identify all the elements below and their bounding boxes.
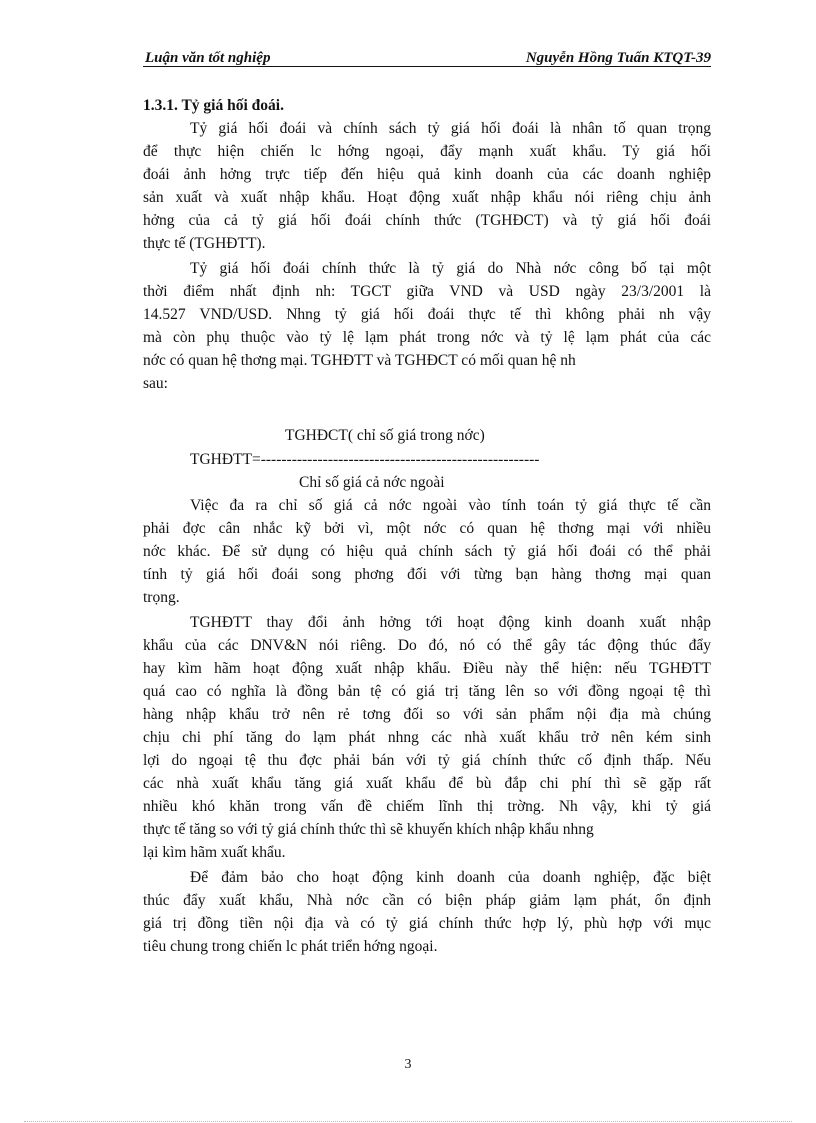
- p4-line: khẩu của các DNV&N nói riêng. Do đó, nó có thể gây tác động thúc đẩy: [143, 637, 711, 654]
- p5-line: tiêu chung trong chiến lc phát triển hớng ngoại.: [143, 938, 438, 955]
- header-thesis-label: Luận văn tốt nghiệp: [145, 50, 271, 66]
- section-heading: 1.3.1. Tỷ giá hối đoái.: [143, 97, 284, 114]
- p4-line: các nhà xuất khẩu tăng giá xuất khẩu để bù đắp chi phí thì sẽ gặp rất: [143, 775, 711, 792]
- p2-line: Tỷ giá hối đoái chính thức là tỷ giá do Nhà nớc công bố tại một: [190, 260, 711, 277]
- p4-line: hàng nhập khẩu trở nên rẻ tơng đối so với sản phẩm nội địa mà chúng: [143, 706, 711, 723]
- p1-line: đoái ảnh hởng trực tiếp đến hiệu quả kinh doanh của các doanh nghiệp: [143, 166, 711, 183]
- p1-line: để thực hiện chiến lc hớng ngoại, đẩy mạnh xuất khẩu. Tỷ giá hối: [143, 143, 711, 160]
- p2-line: thời điểm nhất định nh: TGCT giữa VND và USD ngày 23/3/2001 là: [143, 283, 711, 300]
- p2-line: sau:: [143, 375, 168, 392]
- p3-line: tính tỷ giá hối đoái song phơng đối với từng bạn hàng thơng mại quan: [143, 566, 711, 583]
- p4-line: TGHĐTT thay đổi ảnh hởng tới hoạt động kinh doanh xuất nhập: [190, 614, 711, 631]
- p5-line: thúc đẩy xuất khẩu, Nhà nớc cần có biện pháp giảm lạm phát, ổn định: [143, 892, 711, 909]
- p5-line: Để đảm bảo cho hoạt động kinh doanh của doanh nghiệp, đặc biệt: [190, 869, 711, 886]
- p1-line: thực tế (TGHĐTT).: [143, 235, 266, 252]
- p3-line: trọng.: [143, 589, 180, 606]
- p3-line: Việc đa ra chỉ số giá cả nớc ngoài vào tính toán tỷ giá thực tế cần: [190, 497, 711, 514]
- p2-line: mà còn phụ thuộc vào tỷ lệ lạm phát trong nớc và tỷ lệ lạm phát của các: [143, 329, 711, 346]
- p4-line: lợi do ngoại tệ thu đợc phải bán với tỷ giá chính thức cố định thấp. Nếu: [143, 752, 711, 769]
- p4-line: lại kìm hãm xuất khẩu.: [143, 844, 286, 861]
- formula-denominator: Chỉ số giá cả nớc ngoài: [299, 474, 445, 491]
- p1-line: Tỷ giá hối đoái và chính sách tỷ giá hối đoái là nhân tố quan trọng: [190, 120, 711, 137]
- formula-lhs: TGHĐTT=------------------------------------------------------: [190, 451, 540, 468]
- footer-divider: [24, 1121, 792, 1122]
- header-author: Nguyễn Hồng Tuấn KTQT-39: [525, 50, 711, 66]
- p2-line: 14.527 VND/USD. Nhng tỷ giá hối đoái thực tế thì không phải nh vậy: [143, 306, 711, 323]
- p3-line: phải đợc cân nhắc kỹ bởi vì, một nớc có quan hệ thơng mại với nhiều: [143, 520, 711, 537]
- p4-line: thực tế tăng so với tỷ giá chính thức thì sẽ khuyến khích nhập khẩu nhng: [143, 821, 594, 838]
- p4-line: quá cao có nghĩa là đồng bản tệ có giá trị tăng lên so với đồng ngoại tệ thì: [143, 683, 711, 700]
- p4-line: hay kìm hãm hoạt động xuất nhập khẩu. Điều này thể hiện: nếu TGHĐTT: [143, 660, 711, 677]
- p1-line: sản xuất và xuất nhập khẩu. Hoạt động xuất nhập khẩu nói riêng chịu ảnh: [143, 189, 711, 206]
- p1-line: hởng của cả tỷ giá hối đoái chính thức (TGHĐCT) và tỷ giá hối đoái: [143, 212, 711, 229]
- formula-numerator: TGHĐCT( chỉ số giá trong nớc): [285, 427, 485, 444]
- p2-line: nớc có quan hệ thơng mại. TGHĐTT và TGHĐCT có mối quan hệ nh: [143, 352, 576, 369]
- p4-line: chịu chi phí tăng do lạm phát nhng các nhà xuất khẩu trở nên kém sinh: [143, 729, 711, 746]
- p4-line: nhiều khó khăn trong vấn đề chiếm lĩnh thị trờng. Nh vậy, khi tỷ giá: [143, 798, 711, 815]
- p5-line: giá trị đồng tiền nội địa và có tỷ giá chính thức hợp lý, phù hợp với mục: [143, 915, 711, 932]
- page-header: [143, 50, 711, 67]
- page-number: 3: [404, 1057, 412, 1072]
- p3-line: nớc khác. Để sử dụng có hiệu quả chính sách tỷ giá hối đoái có thể phải: [143, 543, 711, 560]
